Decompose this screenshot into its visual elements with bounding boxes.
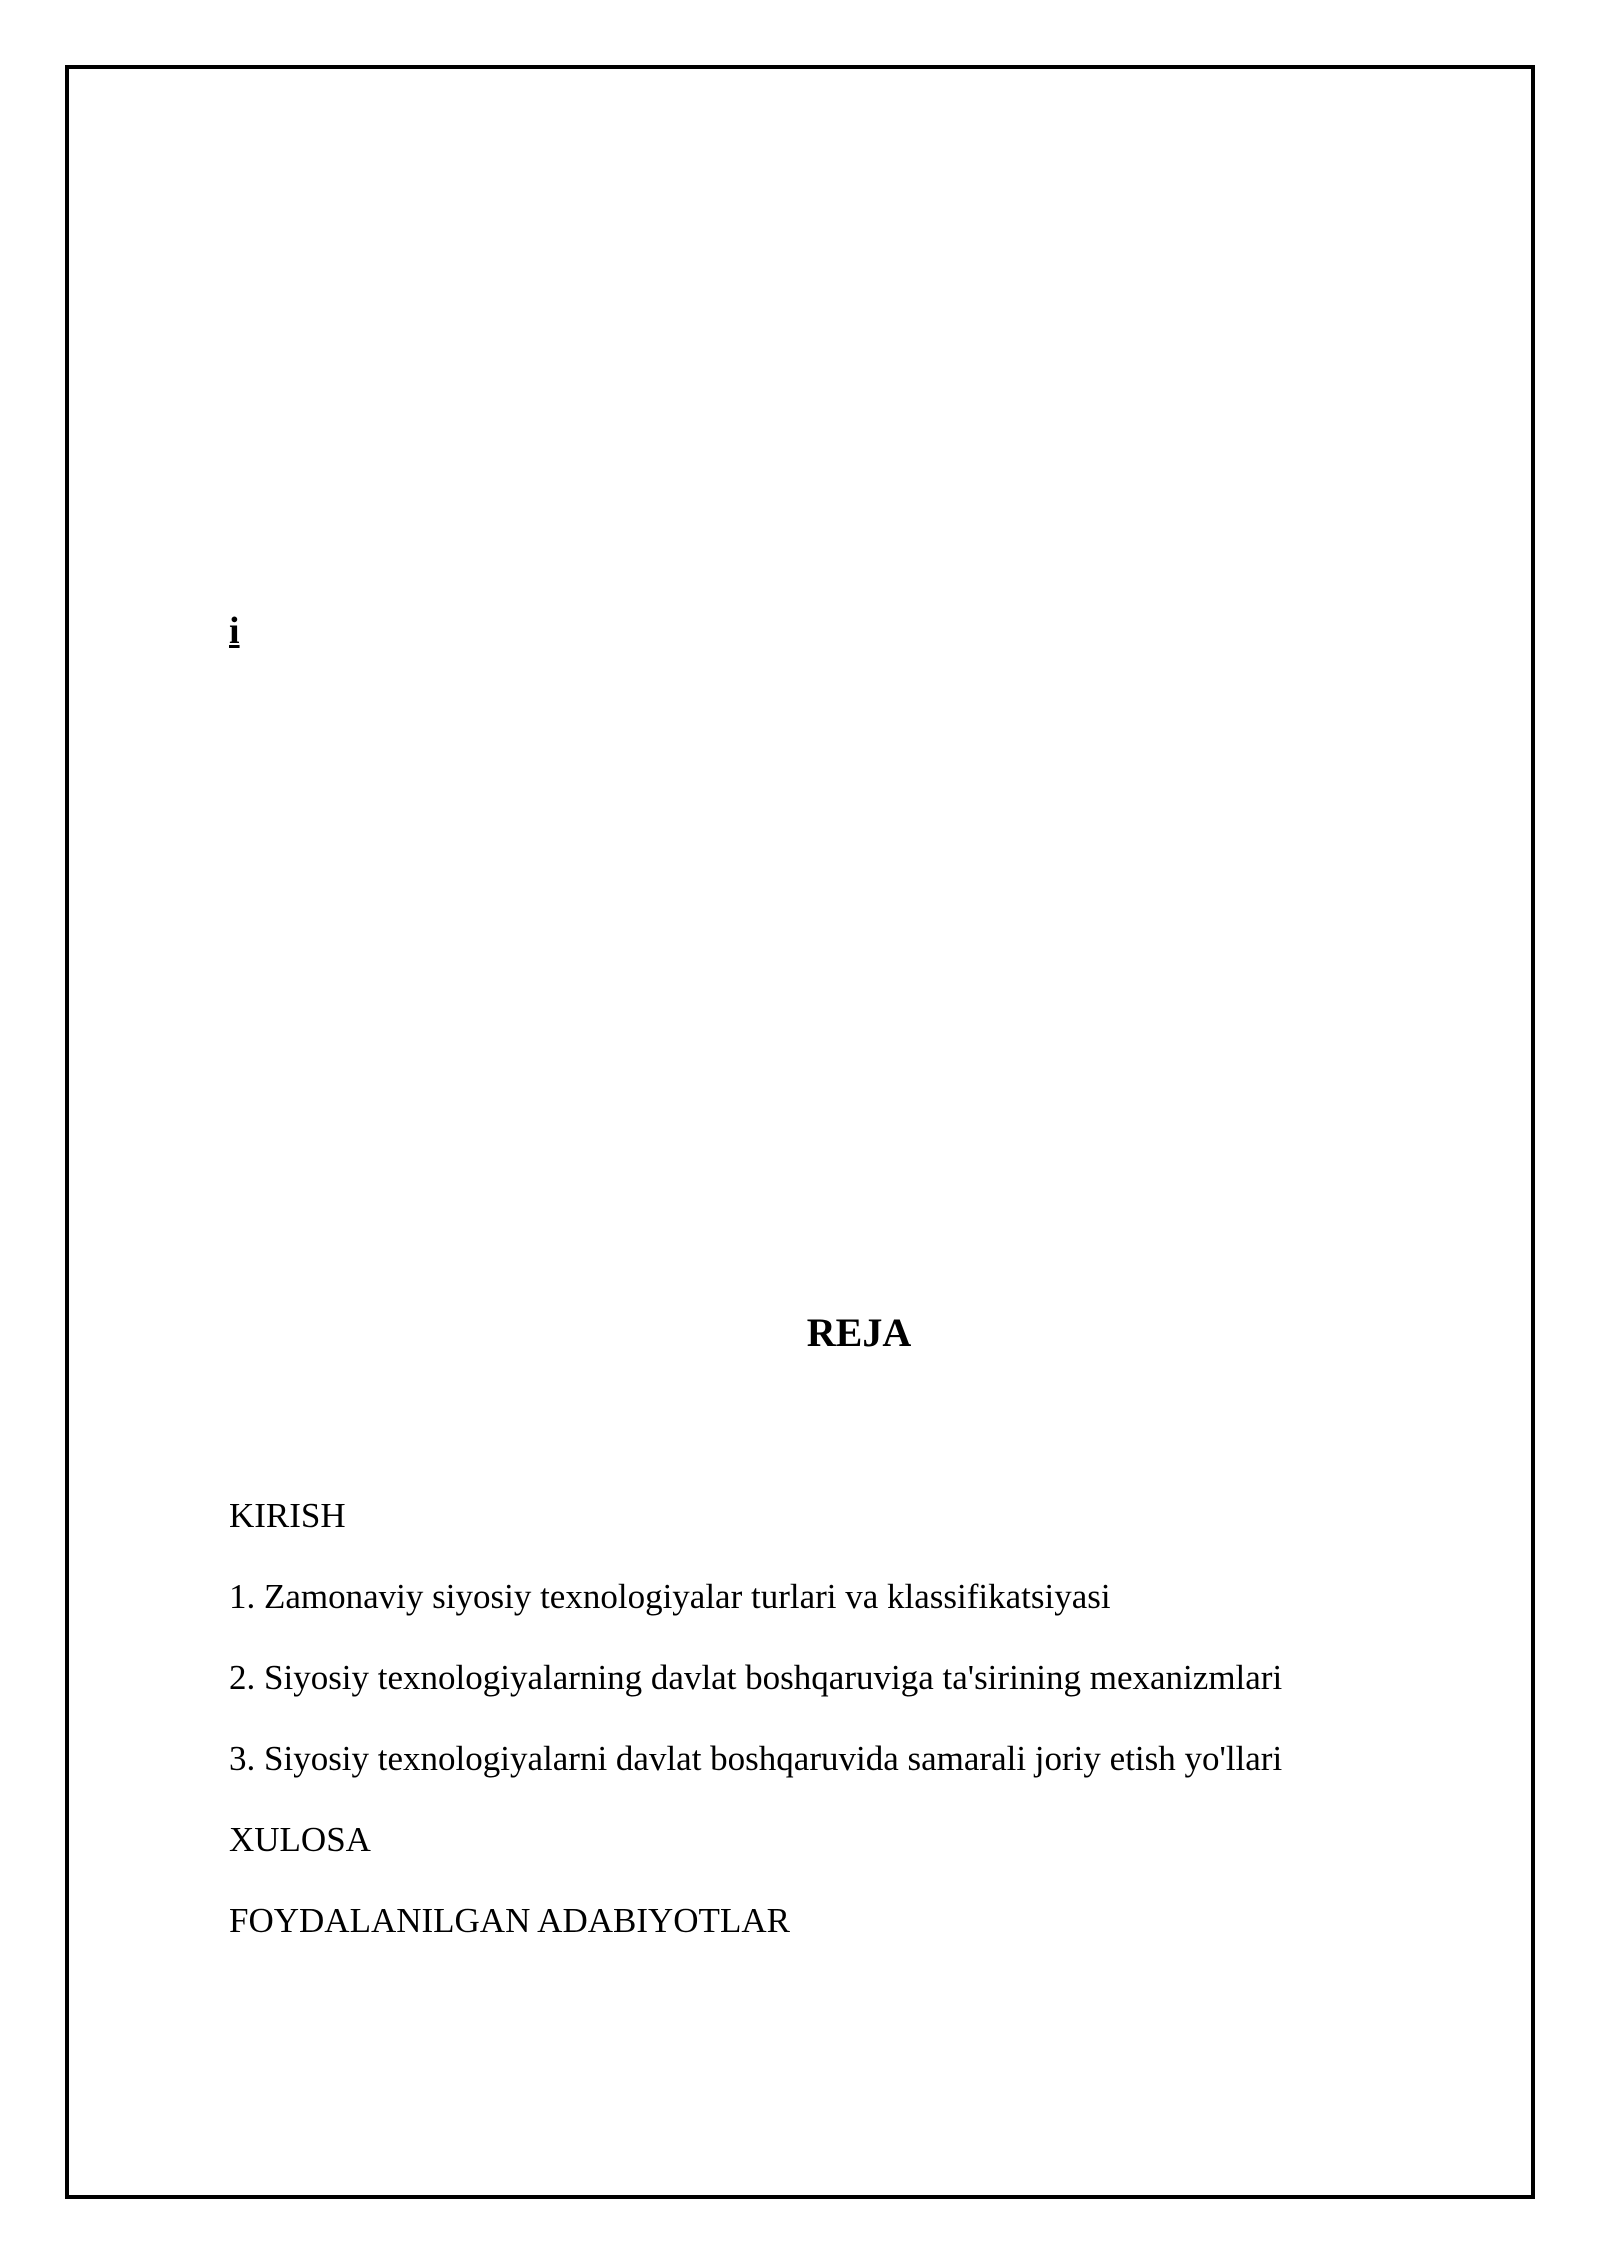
plan-item-introduction: KIRISH xyxy=(229,1496,346,1535)
stray-character: i xyxy=(229,610,240,652)
plan-item-1: 1. Zamonaviy siyosiy texnologiyalar turlari va klassifikatsiyasi xyxy=(229,1577,1111,1616)
plan-title: REJA xyxy=(806,1310,912,1355)
plan-item-2: 2. Siyosiy texnologiyalarning davlat boshqaruviga ta'sirining mexanizmlari xyxy=(229,1658,1283,1697)
plan-item-3: 3. Siyosiy texnologiyalarni davlat boshqaruvida samarali joriy etish yo'llari xyxy=(229,1739,1283,1778)
plan-item-references: FOYDALANILGAN ADABIYOTLAR xyxy=(229,1901,790,1940)
plan-item-conclusion: XULOSA xyxy=(229,1820,371,1859)
plan-list xyxy=(229,1498,1282,1984)
